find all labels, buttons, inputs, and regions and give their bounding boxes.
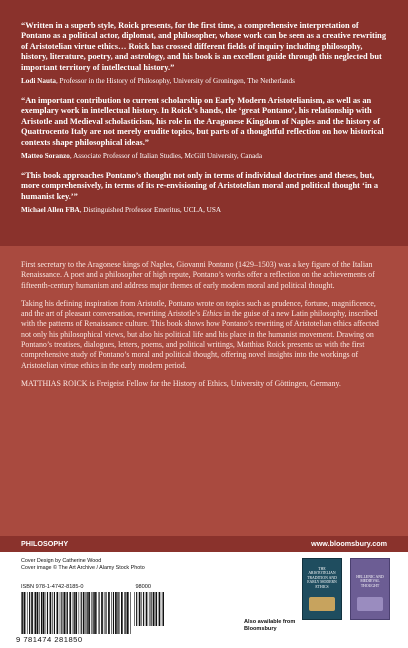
related-book-image (357, 597, 383, 611)
related-book-title: HELLENIC AND MEDIEVAL THOUGHT (356, 575, 384, 588)
author-bio: MATTHIAS ROICK is Freigeist Fellow for the History of Ethics, University of Göttingen, Germany. (21, 378, 341, 388)
endorser-name: Michael Allen FBA (21, 206, 80, 215)
barcode-graphic (21, 592, 131, 634)
image-credit: Cover image © The Art Archive / Alamy Stock Photo (21, 565, 145, 571)
also-available-label: Also available from Bloomsbury (244, 619, 296, 632)
cover-credits (21, 558, 171, 572)
price-code: 98000 (135, 584, 151, 590)
endorser-name: Lodi Nauta (21, 77, 56, 86)
endorsement-quote: “An important contribution to current scholarship on Early Modern Aristotelianism, as well as an exemplary work in intellectual history. In Roick’s hands, the ‘great Pontano’, his relationship with Aristotle and Medieval scholasticism, his role in the Aragonese Kingdom of Naples and the history of Quattrocento Italy are not merely erudite topics, but parts of a thoughtful reflection on how historical contexts shape philosophical ideas.” (21, 96, 384, 147)
barcode-addon-graphic (134, 592, 164, 626)
endorsement-quote: “Written in a superb style, Roick presents, for the first time, a comprehensive interpretation of Pontano as a political actor, diplomat, and philosopher, whose work can be seen as a creative rewriting of Aristotelian virtue ethics… Roick has crossed different fields of inquiry including philosophy, history, literature, poetry, and astrology, and his book is an excellent guide through this neglected but important territory of intellectual history.” (21, 21, 387, 72)
related-book-cover[interactable] (302, 558, 342, 620)
related-book-image (309, 597, 335, 611)
barcode-digits: 9 781474 281850 (16, 635, 83, 644)
description-paragraph: First secretary to the Aragonese kings of Naples, Giovanni Pontano (1429–1503) was a key figure of the Italian Renaissance. A poet and a philosopher of high repute, Pontano’s works offer a reflection on the achievements of fifteenth-century humanism and address major themes of early modern moral and political thought. (21, 260, 375, 290)
ethics-title: Ethics (202, 309, 222, 319)
related-book-cover[interactable] (350, 558, 390, 620)
description-paragraph (21, 299, 387, 371)
isbn-line (21, 584, 151, 590)
endorser-role: , Associate Professor of Italian Studies, McGill University, Canada (69, 152, 263, 161)
design-credit: Cover Design by Catherine Wood (21, 558, 102, 564)
publisher-url[interactable]: www.bloomsbury.com (311, 539, 387, 548)
endorser-name: Matteo Soranzo (21, 152, 70, 161)
endorser-role: , Professor in the History of Philosophy, University of Groningen, The Netherlands (55, 77, 295, 86)
endorsement-attribution (21, 77, 387, 86)
footer-area (0, 536, 408, 648)
endorsement-quote: “This book approaches Pontano’s thought not only in terms of individual doctrines and theses, but, more comprehensively, in terms of its re-envisioning of Aristotelian moral and political thought ‘in a humanist key.’” (21, 171, 379, 201)
subject-bar (0, 536, 408, 552)
description-text: Taking his defining inspiration from Aristotle, Pontano wrote on topics such as prudence, fortune, magnificence, and the art of pleasant conversation, rewriting Aristotle’s (21, 298, 376, 319)
endorsement-attribution (21, 152, 387, 161)
description-panel (0, 246, 408, 536)
endorsement-attribution (21, 206, 387, 215)
description-text: in the guise of a new Latin philosophy, inscribed with the patterns of Renaissance culture. This book shows how Pontano’s rewriting of Aristotelian ethics affected not only his philosophical views, but also his political life and his place in the humanist movement. Drawing on Pontano’s treatises, dialogues, letters, poems, and political writings, Matthias Roick presents us with the first comprehensive study of Pontano’s moral and political thought, offering novel insights into the workings of Aristotelian virtue ethics in the early modern period. (21, 309, 379, 370)
related-book-title: THE ARISTOTELIAN TRADITION AND EARLY MODERN ETHICS (307, 567, 337, 589)
endorsements-panel (0, 0, 408, 246)
isbn-number: ISBN 978-1-4742-8185-0 (21, 584, 84, 590)
subject-label: PHILOSOPHY (21, 539, 69, 548)
endorser-role: , Distinguished Professor Emeritus, UCLA, USA (79, 206, 222, 215)
